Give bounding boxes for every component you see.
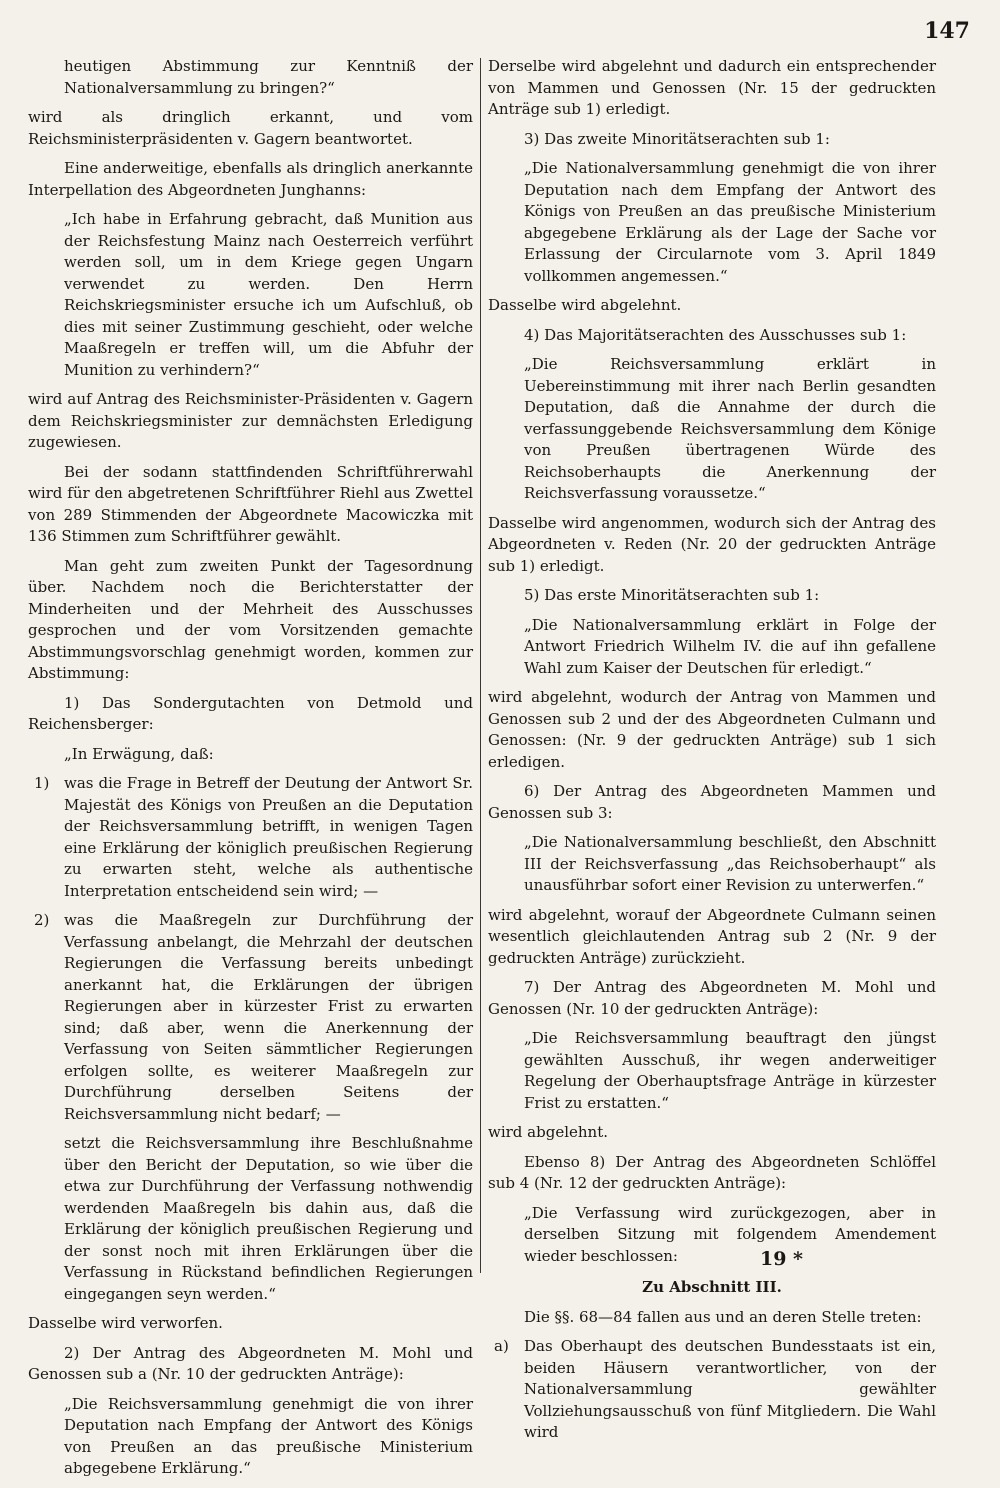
right-column [488,56,936,1452]
item-number: a) [494,1337,509,1355]
item-number: 1) [34,774,50,792]
right-paragraph-5: „Die Reichsversammlung erklärt in Uebereinstimmung mit ihrer nach Berlin gesandten Deputation, daß die Annahme der durch die verfassunggebende Reichsversammlung dem Könige von Preußen übertragenen Würde des Reichsoberhaupts die Anerkennung der Reichsverfassung voraussetze.“ [524,355,936,502]
right-paragraph-3: Dasselbe wird abgelehnt. [488,296,682,314]
right-paragraph-14: „Die Reichsversammlung beauftragt den jüngst gewählten Ausschuß, ihr wegen anderweitiger Regelung der Oberhauptsfrage Anträge in kürzester Frist zu erstatten.“ [524,1029,936,1112]
right-paragraph-20 [494,1336,936,1444]
left-paragraph-4: wird auf Antrag des Reichsminister-Präsidenten v. Gagern dem Reichskriegsminister zur demnächsten Erledigung zugewiesen. [28,390,473,451]
column-divider [480,58,481,1273]
left-paragraph-2: Eine anderweitige, ebenfalls als dringlich anerkannte Interpellation des Abgeordneten Junghanns: [28,159,473,199]
right-paragraph-13: 7) Der Antrag des Abgeordneten M. Mohl und Genossen (Nr. 10 der gedruckten Anträge): [488,978,936,1018]
item-text: was die Maaßregeln zur Durchführung der Verfassung anbelangt, die Mehrzahl der deutschen Regierungen die Verfassung bereits unbedingt anerkannt hat, die Erklärungen der übrigen Regierungen aber in kürzester Frist zu erwarten sind; daß aber, wenn die Anerkennung der Verfassung von Seiten sämmtlicher Regierungen erfolgen sollte, es weiterer Maaßregeln zur Durchführung derselben Seitens der Reichsversammlung nicht bedarf; — [64,911,473,1123]
left-paragraph-14: „Die Reichsversammlung genehmigt die von ihrer Deputation nach Empfang der Antwort des Königs von Preußen an das preußische Ministerium abgegebene Erklärung.“ [64,1394,473,1477]
left-paragraph-0: heutigen Abstimmung zur Kenntniß der Nationalversammlung zu bringen?“ [64,57,473,97]
left-paragraph-9 [34,773,473,902]
item-number: 2) [34,911,50,929]
right-paragraph-9: wird abgelehnt, wodurch der Antrag von Mammen und Genossen sub 2 und der des Abgeordneten Culmann und Genossen: (Nr. 9 der gedruckten Anträge) sub 1 sich erledigen. [488,688,936,771]
right-paragraph-2: „Die Nationalversammlung genehmigt die von ihrer Deputation nach dem Empfang der Antwort des Königs von Preußen an das preußische Ministerium abgegebene Erklärung als der Lage der Sache vor Erlassung der Circularnote vom 3. April 1849 vollkommen angemessen.“ [524,159,936,285]
signature-mark: 19 * [760,1248,803,1270]
left-paragraph-12: Dasselbe wird verworfen. [28,1314,223,1332]
right-paragraph-19: Die §§. 68—84 fallen aus und an deren Stelle treten: [524,1307,922,1326]
right-paragraph-1: 3) Das zweite Minoritätserachten sub 1: [524,129,830,148]
right-paragraph-15: wird abgelehnt. [488,1123,608,1141]
right-paragraph-17: „Die Verfassung wird zurückgezogen, aber in derselben Sitzung mit folgendem Amendement wieder beschlossen: [524,1203,936,1265]
page-number: 147 [924,18,970,44]
right-paragraph-12: wird abgelehnt, worauf der Abgeordnete Culmann seinen wesentlich gleichlautenden Antrag sub 2 (Nr. 9 der gedruckten Anträge) zurückzieht. [488,905,936,967]
right-paragraph-16: Ebenso 8) Der Antrag des Abgeordneten Schlöffel sub 4 (Nr. 12 der gedruckten Anträge): [488,1152,936,1192]
left-paragraph-10 [34,910,473,1125]
right-paragraph-10: 6) Der Antrag des Abgeordneten Mammen und Genossen sub 3: [488,782,936,822]
right-paragraph-18: Zu Abschnitt III. [642,1278,782,1296]
right-paragraph-4: 4) Das Majoritätserachten des Ausschusses sub 1: [524,325,907,344]
left-column [28,56,473,1488]
right-paragraph-8: „Die Nationalversammlung erklärt in Folge der Antwort Friedrich Wilhelm IV. die auf ihn gefallene Wahl zum Kaiser der Deutschen für erledigt.“ [524,615,936,677]
left-paragraph-6: Man geht zum zweiten Punkt der Tagesordnung über. Nachdem noch die Berichterstatter der Minderheiten und der Mehrheit des Ausschusses gesprochen und der vom Vorsitzenden gemachte Abstimmungsvorschlag genehmigt worden, kommen zur Abstimmung: [28,556,473,682]
left-paragraph-5: Bei der sodann stattfindenden Schriftführerwahl wird für den abgetretenen Schriftführer Riehl aus Zwettel von 289 Stimmenden der Abgeordnete Macowiczka mit 136 Stimmen zum Schriftführer gewählt. [28,462,473,545]
left-paragraph-3: „Ich habe in Erfahrung gebracht, daß Munition aus der Reichsfestung Mainz nach Oesterreich verführt werden soll, um in dem Kriege gegen Ungarn verwendet zu werden. Den Herrn Reichskriegsminister ersuche ich um Aufschluß, ob dies mit seiner Zustimmung geschieht, oder welche Maaßregeln er treffen will, um die Abfuhr der Munition zu verhindern?“ [64,210,473,379]
left-paragraph-1: wird als dringlich erkannt, und vom Reichsministerpräsidenten v. Gagern beantwortet. [28,108,473,148]
right-paragraph-7: 5) Das erste Minoritätserachten sub 1: [524,586,820,604]
right-paragraph-0: Derselbe wird abgelehnt und dadurch ein entsprechender von Mammen und Genossen (Nr. 15 der gedruckten Anträge sub 1) erledigt. [488,57,936,118]
left-paragraph-11: setzt die Reichsversammlung ihre Beschlußnahme über den Bericht der Deputation, so wie über die etwa zur Durchführung der Verfassung nothwendig werdenden Maaßregeln bis dahin aus, daß die Erklärung der königlich preußischen Regierung und der sonst noch mit ihren Erklärungen über die Verfassung in Rückstand befindlichen Regierungen eingegangen seyn werden.“ [64,1134,473,1303]
left-paragraph-13: 2) Der Antrag des Abgeordneten M. Mohl und Genossen sub a (Nr. 10 der gedruckten Anträge): [28,1343,473,1383]
right-paragraph-11: „Die Nationalversammlung beschließt, den Abschnitt III der Reichsverfassung „das Reichsoberhaupt“ als unausführbar sofort einer Revision zu unterwerfen.“ [524,833,936,894]
left-paragraph-7: 1) Das Sondergutachten von Detmold und Reichensberger: [28,693,473,733]
item-text: Das Oberhaupt des deutschen Bundesstaats ist ein, beiden Häusern verantwortlicher, von der Nationalversammlung gewählter Vollziehungsausschuß von fünf Mitgliedern. Die Wahl wird [524,1337,936,1441]
right-paragraph-6: Dasselbe wird angenommen, wodurch sich der Antrag des Abgeordneten v. Reden (Nr. 20 der gedruckten Anträge sub 1) erledigt. [488,513,936,575]
item-text: was die Frage in Betreff der Deutung der Antwort Sr. Majestät des Königs von Preußen an die Deputation der Reichsversammlung betrifft, in wenigen Tagen eine Erklärung der königlich preußischen Regierung zu erwarten steht, welche als authentische Interpretation entscheidend sein wird; — [64,774,473,900]
left-paragraph-8: „In Erwägung, daß: [64,744,214,763]
